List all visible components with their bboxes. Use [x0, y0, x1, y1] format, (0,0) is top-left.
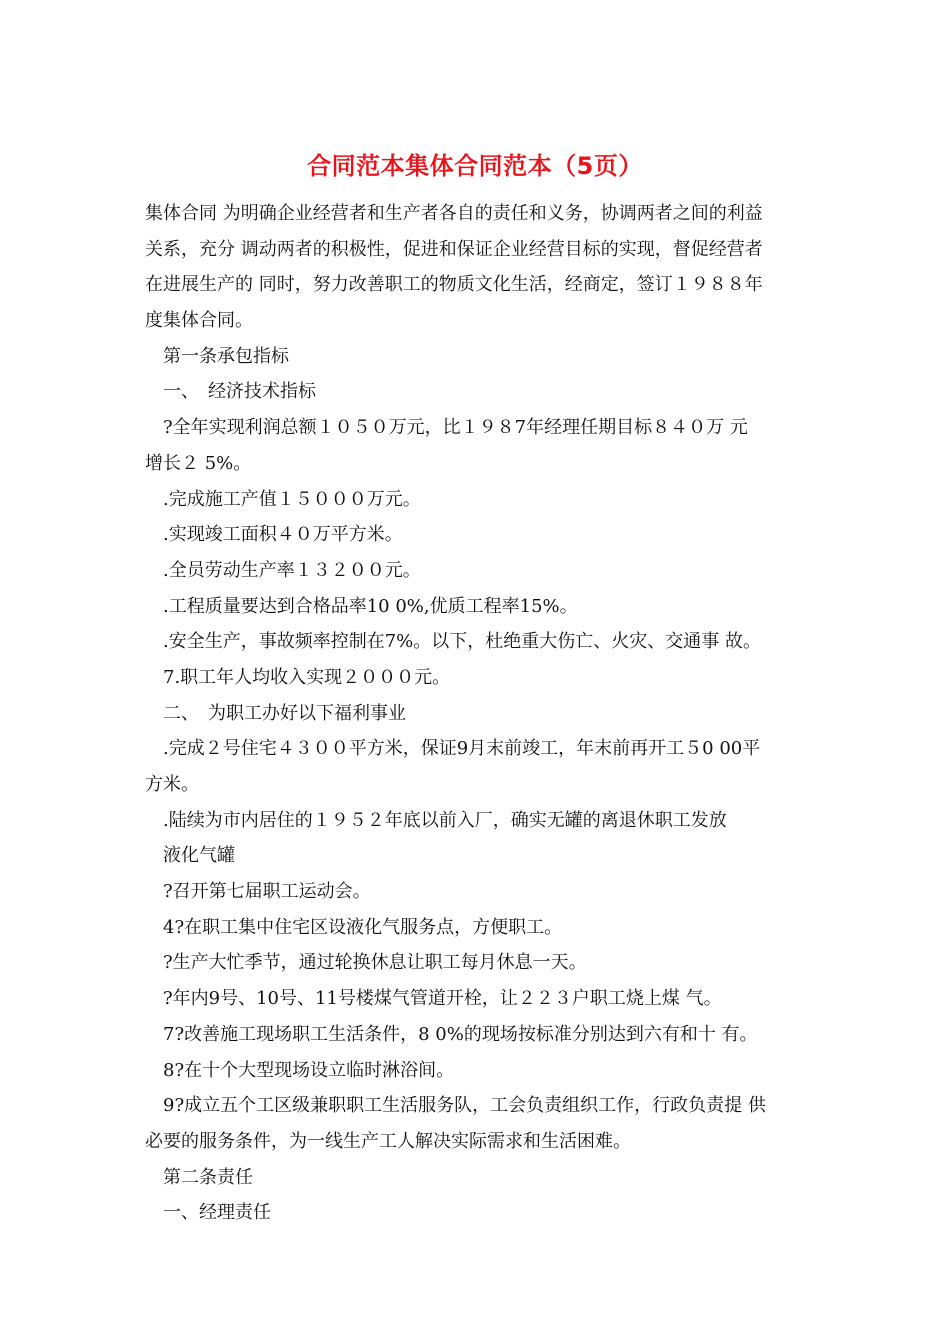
text-line: ?全年实现利润总额１０５０万元，比１９８7年经理任期目标８４０万 元 — [163, 417, 748, 439]
text-line: ?年内9号、10号、11号楼煤气管道开栓，让２２３户职工烧上煤 气。 — [163, 988, 722, 1010]
document-body — [145, 196, 810, 1231]
text-line: 第二条责任 — [163, 1166, 253, 1188]
text-line: .全员劳动生产率１３２００元。 — [163, 559, 421, 581]
text-line: 9?成立五个工区级兼职职工生活服务队，工会负责组织工作，行政负责提 供 — [163, 1095, 766, 1117]
text-line: 一、 经济技术指标 — [163, 381, 316, 403]
text-line: 4?在职工集中住宅区设液化气服务点，方便职工。 — [163, 916, 563, 938]
text-line: 增长２ 5%。 — [145, 452, 252, 474]
text-line: 方米。 — [145, 774, 199, 795]
text-line: 在进展生产的 同时，努力改善职工的物质文化生活，经商定，签订１９８８年 — [145, 274, 763, 296]
text-line: .陆续为市内居住的１９５２年底以前入厂，确实无罐的离退休职工发放 — [163, 809, 727, 831]
text-line: 集体合同 为明确企业经营者和生产者各自的责任和义务，协调两者之间的利益 — [145, 203, 763, 224]
text-line: 度集体合同。 — [145, 310, 253, 332]
text-line: 关系，充分 调动两者的积极性，促进和保证企业经营目标的实现，督促经营者 — [145, 238, 763, 260]
text-line: 液化气罐 — [163, 845, 235, 867]
text-line: .完成２号住宅４３００平方米，保证9月末前竣工，年末前再开工５0 00平 — [163, 738, 761, 760]
text-line: 8?在十个大型现场设立临时淋浴间。 — [163, 1059, 455, 1081]
text-line: .安全生产，事故频率控制在7%。以下，杜绝重大伤亡、火灾、交通事 故。 — [163, 631, 761, 653]
text-line: 一、经理责任 — [163, 1202, 271, 1224]
text-line: 必要的服务条件，为一线生产工人解决实际需求和生活困难。 — [145, 1130, 631, 1152]
text-line: ?召开第七届职工运动会。 — [163, 881, 371, 903]
text-line: .工程质量要达到合格品率10 0%,优质工程率15%。 — [163, 595, 578, 617]
text-line: .实现竣工面积４０万平方米。 — [163, 524, 403, 546]
text-line: 二、 为职工办好以下福利事业 — [163, 702, 406, 724]
text-line: 第一条承包指标 — [163, 345, 289, 367]
text-line: 7.职工年人均收入实现２０００元。 — [163, 666, 451, 688]
page-title: 合同范本集体合同范本（5页） — [307, 152, 643, 180]
text-line: 7?改善施工现场职工生活条件，8 0%的现场按标准分别达到六有和十 有。 — [163, 1023, 758, 1045]
text-line: .完成施工产值１５０００万元。 — [163, 488, 421, 510]
text-line: ?生产大忙季节，通过轮换休息让职工每月休息一天。 — [163, 952, 587, 974]
